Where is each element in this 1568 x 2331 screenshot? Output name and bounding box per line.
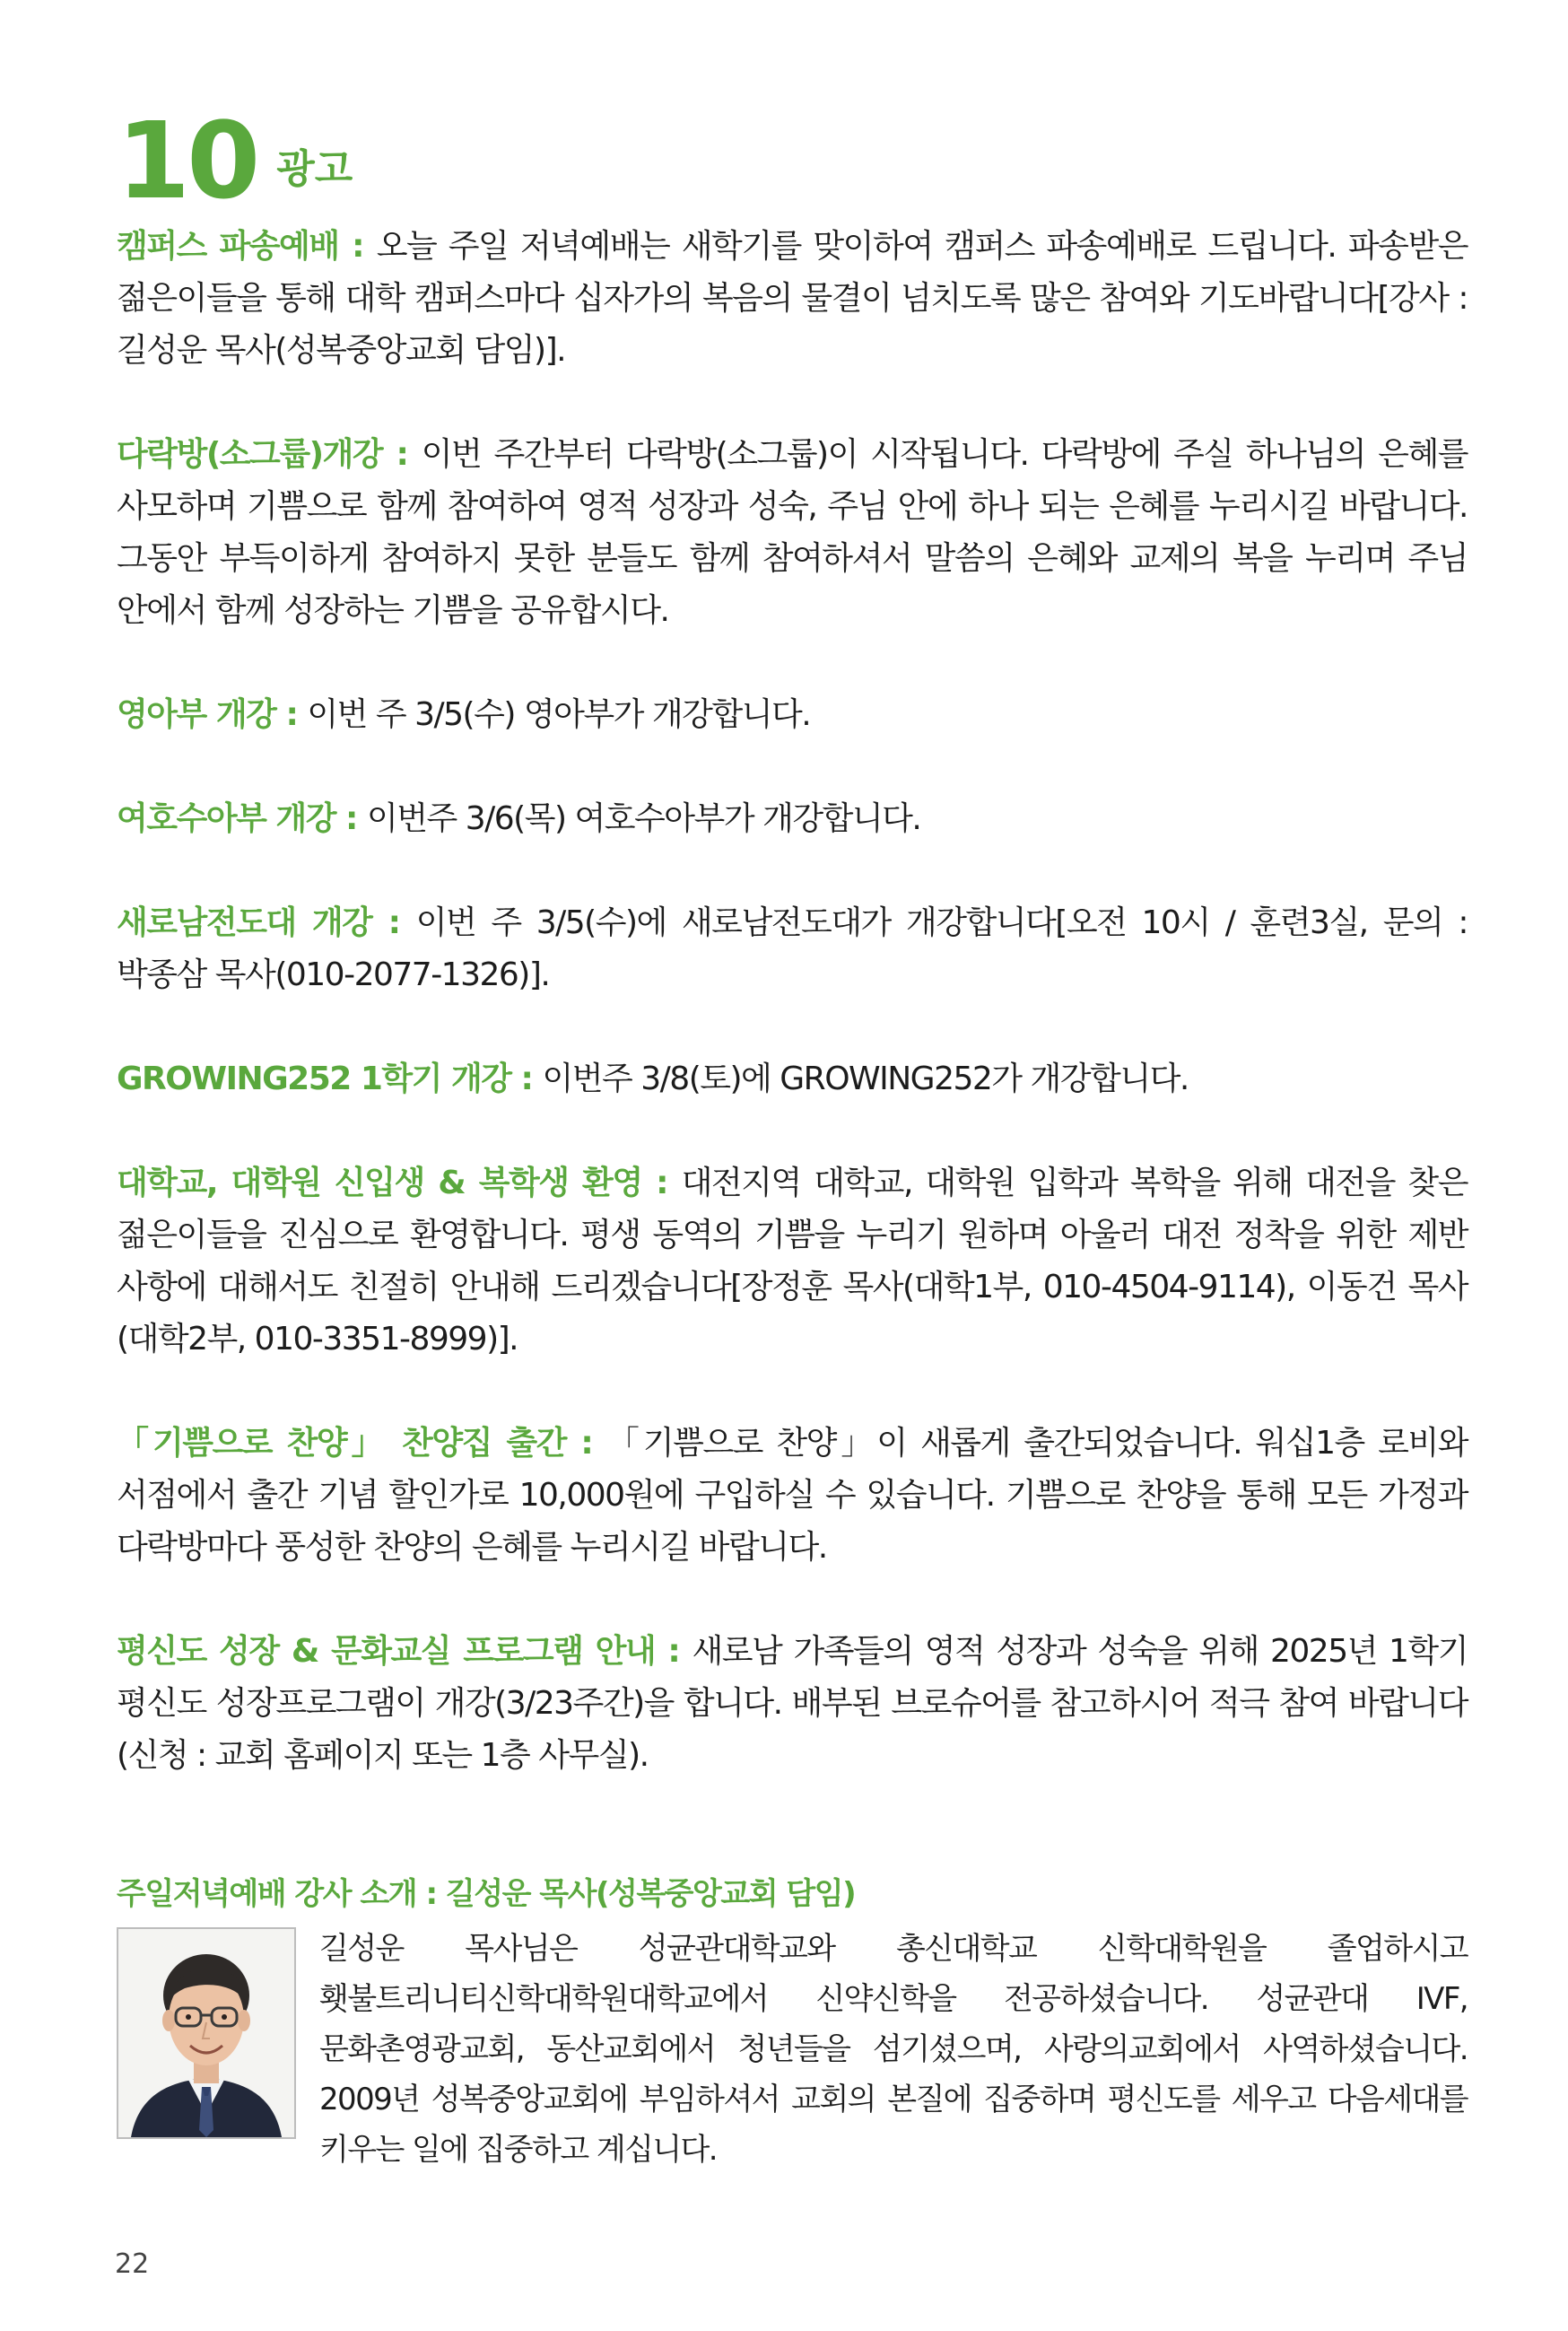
notice-text: 이번 주 3/5(수)에 새로남전도대가 개강합니다[오전 10시 / 훈련3실, 문의 : 박종삼 목사(010-2077-1326)]. xyxy=(117,904,1468,993)
notice-label: 영아부 개강 : xyxy=(117,696,308,733)
notice-text: 새로남 가족들의 영적 성장과 성숙을 위해 2025년 1학기 평신도 성장프로그램이 개강(3/23주간)을 합니다. 배부된 브로슈어를 참고하시어 적극 참여 바랍니다(신청 : 교회 홈페이지 또는 1층 사무실). xyxy=(117,1633,1468,1774)
notice-text: 이번주 3/6(목) 여호수아부가 개강합니다. xyxy=(366,800,921,837)
notice-text: 이번주 3/8(토)에 GROWING252가 개강합니다. xyxy=(542,1061,1189,1097)
notice-small-group xyxy=(117,429,1468,637)
speaker-photo xyxy=(117,1927,296,2139)
notice-label: 여호수아부 개강 : xyxy=(117,800,367,837)
notice-text: 「기쁨으로 찬양」이 새롭게 출간되었습니다. 워십1층 로비와 서점에서 출간 기념 할인가로 10,000원에 구입하실 수 있습니다. 기쁨으로 찬양을 통해 모든 가정과 다락방마다 풍성한 찬양의 은혜를 누리시길 바랍니다. xyxy=(117,1425,1468,1566)
notice-student-welcome xyxy=(117,1157,1468,1366)
notice-label: 대학교, 대학원 신입생 & 복학생 환영 : xyxy=(117,1165,682,1201)
notice-text: 이번 주간부터 다락방(소그룹)이 시작됩니다. 다락방에 주실 하나님의 은혜를 사모하며 기쁨으로 함께 참여하여 영적 성장과 성숙, 주님 안에 하나 되는 은혜를 누리시길 바랍니다. 그동안 부득이하게 참여하지 못한 분들도 함께 참여하셔서 말씀의 은혜와 교제의 복을 누리며 주님 안에서 함께 성장하는 기쁨을 공유합시다. xyxy=(117,436,1468,629)
notice-label: 「기쁨으로 찬양」 찬양집 출간 : xyxy=(117,1425,607,1462)
section-header xyxy=(117,99,353,223)
notice-lay-program xyxy=(117,1626,1468,1782)
speaker-heading: 주일저녁예배 강사 소개 : 길성운 목사(성복중앙교회 담임) xyxy=(117,1876,856,1912)
page-number: 22 xyxy=(115,2248,150,2280)
notice-label: GROWING252 1학기 개강 : xyxy=(117,1061,543,1097)
notice-campus-sending xyxy=(117,221,1468,377)
notice-text: 이번 주 3/5(수) 영아부가 개강합니다. xyxy=(307,696,811,733)
speaker-portrait-icon xyxy=(118,1929,294,2137)
notice-text: 대전지역 대학교, 대학원 입학과 복학을 위해 대전을 찾은 젊은이들을 진심으로 환영합니다. 평생 동역의 기쁨을 누리기 원하며 아울러 대전 정착을 위한 제반 사항에 대해서도 친절히 안내해 드리겠습니다[장정훈 목사(대학1부, 010-4504-9114), 이동건 목사(대학2부, 010-3351-8999)]. xyxy=(117,1165,1468,1358)
notice-list xyxy=(117,221,1468,1834)
notice-evangelism-team xyxy=(117,897,1468,1001)
notice-label: 평신도 성장 & 문화교실 프로그램 안내 : xyxy=(117,1633,693,1670)
notice-text: 오늘 주일 저녁예배는 새학기를 맞이하여 캠퍼스 파송예배로 드립니다. 파송받은 젊은이들을 통해 대학 캠퍼스마다 십자가의 복음의 물결이 넘치도록 많은 참여와 기도바랍니다[강사 : 길성운 목사(성복중앙교회 담임)]. xyxy=(117,228,1468,369)
notice-songbook xyxy=(117,1418,1468,1574)
notice-growing252 xyxy=(117,1053,1468,1105)
section-title: 광고 xyxy=(276,146,353,192)
speaker-intro xyxy=(117,1872,1468,2175)
speaker-bio: 길성운 목사님은 성균관대학교와 총신대학교 신학대학원을 졸업하시고 횃불트리니티신학대학원대학교에서 신약신학을 전공하셨습니다. 성균관대 IVF, 문화촌영광교회, 동산교회에서 청년들을 섬기셨으며, 사랑의교회에서 사역하셨습니다. 2009년 성복중앙교회에 부임하셔서 교회의 본질에 집중하며 평신도를 세우고 다음세대를 키우는 일에 집중하고 계십니다. xyxy=(319,1931,1468,2168)
speaker-body xyxy=(117,1927,1468,2175)
section-number: 10 xyxy=(117,99,257,223)
notice-joshua-dept xyxy=(117,793,1468,845)
notice-infant-dept xyxy=(117,689,1468,741)
notice-label: 다락방(소그룹)개강 : xyxy=(117,436,422,473)
notice-label: 캠퍼스 파송예배 : xyxy=(117,228,377,265)
notice-label: 새로남전도대 개강 : xyxy=(117,904,416,941)
